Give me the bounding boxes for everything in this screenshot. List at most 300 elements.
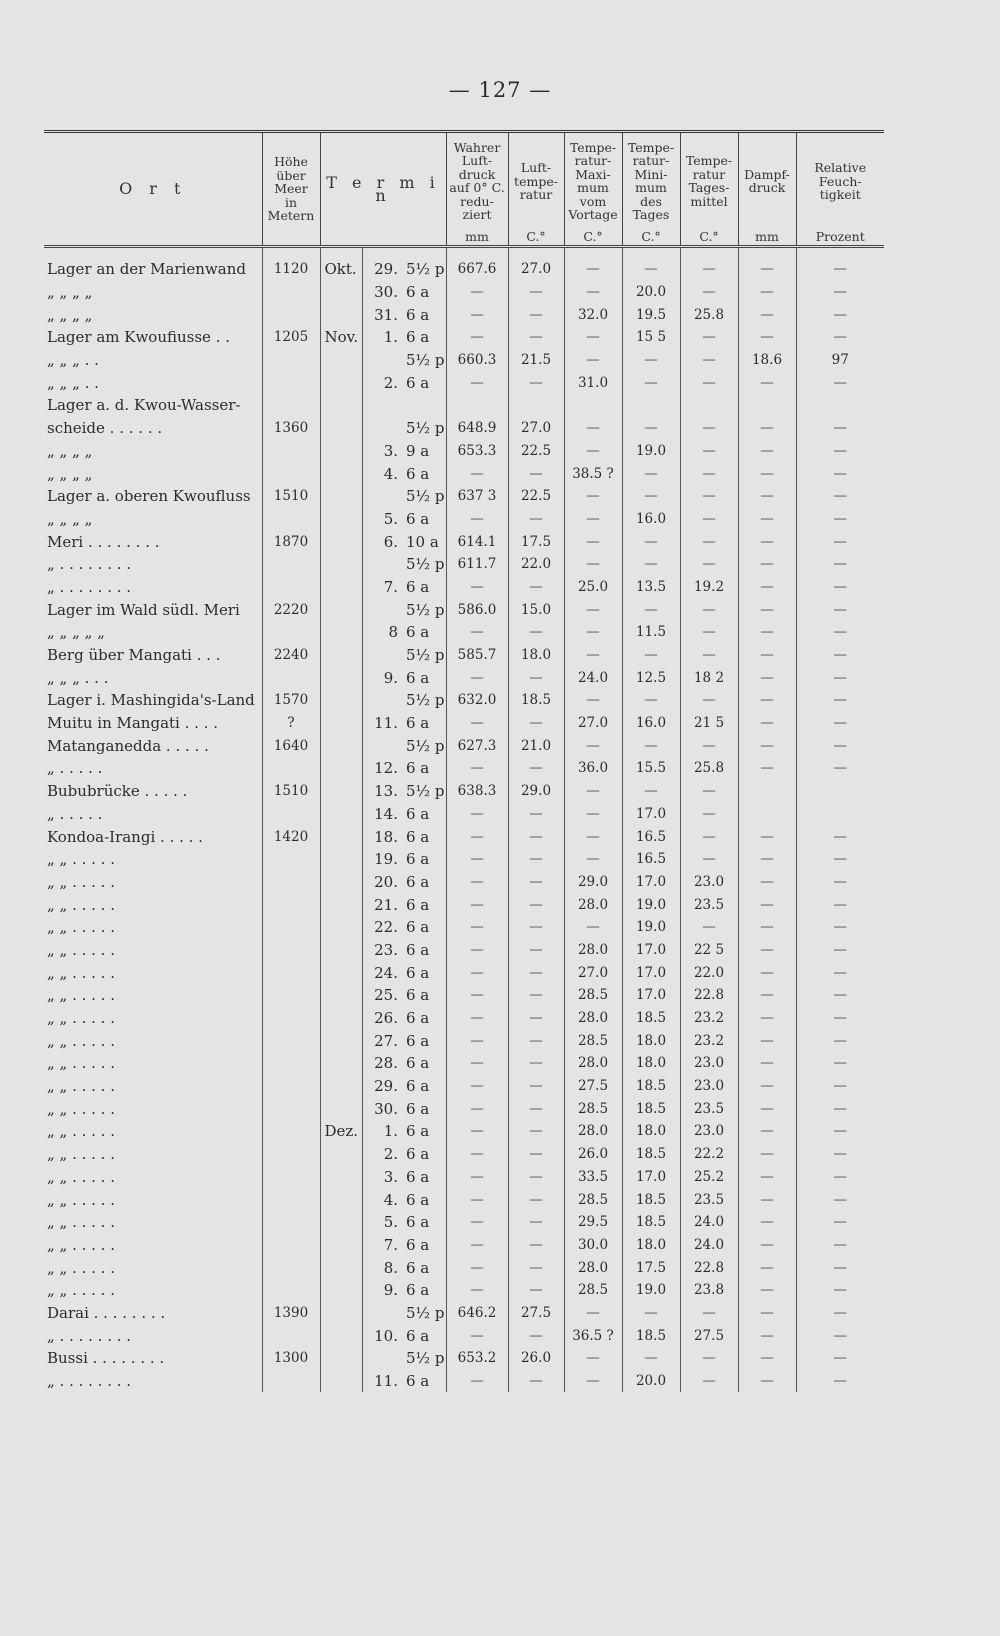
day-cell: 2.	[362, 371, 398, 394]
month-cell	[320, 1188, 362, 1211]
day-cell	[362, 644, 398, 667]
feucht-cell: —	[796, 1211, 884, 1234]
min-cell: —	[622, 689, 680, 712]
ort-cell: „ „ . . . . .	[47, 1009, 115, 1028]
lufttemp-cell: —	[508, 1120, 564, 1143]
hour-cell: 5½ p	[406, 782, 445, 801]
month-cell	[320, 281, 362, 304]
feucht-cell: —	[796, 644, 884, 667]
hour-cell: 6 a	[406, 1145, 430, 1164]
min-cell: —	[622, 349, 680, 372]
dampf-cell: —	[738, 871, 796, 894]
header-feucht	[796, 132, 884, 247]
ort-cell: Lager i. Mashingida's-Land	[47, 691, 255, 710]
hoehe-cell	[262, 1097, 320, 1120]
month-cell	[320, 621, 362, 644]
lufttemp-cell: 22.0	[508, 553, 564, 576]
feucht-cell: —	[796, 984, 884, 1007]
mittel-cell: 23.5	[680, 1097, 738, 1120]
dampf-cell: —	[738, 417, 796, 440]
table-row	[44, 939, 884, 962]
lufttemp-cell: 21.5	[508, 349, 564, 372]
hour-cell: 6 a	[406, 850, 430, 869]
feucht-cell: —	[796, 1075, 884, 1098]
lufttemp-cell: 27.0	[508, 417, 564, 440]
max-cell: 24.0	[564, 666, 622, 689]
dampf-cell: —	[738, 247, 796, 281]
hoehe-cell: 1510	[262, 780, 320, 803]
ort-cell: „ „ . . . . .	[47, 918, 115, 937]
feucht-cell: —	[796, 1052, 884, 1075]
month-cell	[320, 417, 362, 440]
hoehe-cell	[262, 939, 320, 962]
hour-cell: 6 a	[406, 759, 430, 778]
feucht-cell: —	[796, 1166, 884, 1189]
table-row	[44, 1052, 884, 1075]
mittel-cell: 23.2	[680, 1029, 738, 1052]
header-lufttemp-label	[511, 133, 562, 230]
lufttemp-cell: —	[508, 1279, 564, 1302]
dampf-cell: —	[738, 1075, 796, 1098]
dampf-cell: —	[738, 1166, 796, 1189]
day-cell: 18.	[362, 825, 398, 848]
ort-cell: „ „ . . . . .	[47, 1190, 115, 1209]
month-cell	[320, 576, 362, 599]
hoehe-cell	[262, 553, 320, 576]
header-line: des	[640, 193, 662, 209]
day-cell: 21.	[362, 893, 398, 916]
max-cell: 29.5	[564, 1211, 622, 1234]
min-cell: 15 5	[622, 326, 680, 349]
min-cell: 17.0	[622, 1166, 680, 1189]
min-cell: 19.0	[622, 893, 680, 916]
dampf-cell: —	[738, 485, 796, 508]
min-cell: 15.5	[622, 757, 680, 780]
luftdruck-cell: 586.0	[446, 598, 508, 621]
ort-cell: „ „ . . . . .	[47, 1167, 115, 1186]
mittel-cell: 23.5	[680, 893, 738, 916]
hour-cell: 6 a	[406, 827, 430, 846]
lufttemp-cell: —	[508, 1029, 564, 1052]
day-cell: 28.	[362, 1052, 398, 1075]
month-cell	[320, 1370, 362, 1393]
ort-cell: „ „ . . . . .	[47, 1235, 115, 1254]
hoehe-cell: 1205	[262, 326, 320, 349]
lufttemp-cell: —	[508, 326, 564, 349]
ort-cell: scheide . . . . . .	[47, 419, 163, 438]
luftdruck-cell: —	[446, 462, 508, 485]
header-luftdruck	[446, 132, 508, 247]
ort-cell: „ „ „ „	[47, 283, 93, 302]
ort-cell: „ „ . . . . .	[47, 940, 115, 959]
day-cell: 9.	[362, 666, 398, 689]
month-cell	[320, 757, 362, 780]
month-cell	[320, 961, 362, 984]
header-line: Tages-	[688, 180, 730, 196]
header-max-label	[567, 133, 620, 230]
header-hoehe-label	[265, 133, 318, 245]
mittel-cell: 22.8	[680, 1256, 738, 1279]
hour-cell: 6 a	[406, 1122, 430, 1141]
hoehe-cell	[262, 984, 320, 1007]
feucht-cell: —	[796, 326, 884, 349]
day-cell: 4.	[362, 1188, 398, 1211]
luftdruck-cell: —	[446, 1324, 508, 1347]
hoehe-cell	[262, 303, 320, 326]
day-cell: 10.	[362, 1324, 398, 1347]
hoehe-cell	[262, 961, 320, 984]
lufttemp-cell: —	[508, 1324, 564, 1347]
luftdruck-cell: —	[446, 1120, 508, 1143]
feucht-cell: —	[796, 530, 884, 553]
hour-cell: 6 a	[406, 283, 430, 302]
hour-cell: 6 a	[406, 373, 430, 392]
mittel-cell: 23.0	[680, 1120, 738, 1143]
luftdruck-cell: 637 3	[446, 485, 508, 508]
mittel-cell: —	[680, 825, 738, 848]
month-cell	[320, 984, 362, 1007]
hour-cell: 5½ p	[406, 487, 445, 506]
table-row	[44, 803, 884, 826]
ort-cell: Muitu in Mangati . . . .	[47, 714, 218, 733]
luftdruck-cell: —	[446, 712, 508, 735]
hoehe-cell	[262, 666, 320, 689]
hour-cell: 9 a	[406, 441, 430, 460]
header-line: ratur-	[574, 153, 612, 169]
luftdruck-cell: —	[446, 1097, 508, 1120]
feucht-cell: —	[796, 303, 884, 326]
hour-cell	[398, 394, 446, 417]
table-row	[44, 576, 884, 599]
header-max-unit: C.°	[583, 228, 603, 244]
hour-cell: 5½ p	[406, 1303, 445, 1322]
day-cell: 11.	[362, 1370, 398, 1393]
header-line: mum	[635, 180, 667, 196]
hour-cell: 6 a	[406, 963, 430, 982]
header-ort: O r t	[119, 179, 187, 199]
luftdruck-cell: —	[446, 621, 508, 644]
day-cell	[362, 734, 398, 757]
dampf-cell: —	[738, 1120, 796, 1143]
hoehe-cell	[262, 1188, 320, 1211]
table-row	[44, 530, 884, 553]
min-cell: 18.5	[622, 1188, 680, 1211]
ort-cell: „ „ . . . . .	[47, 1099, 115, 1118]
dampf-cell: —	[738, 1256, 796, 1279]
luftdruck-cell: 614.1	[446, 530, 508, 553]
feucht-cell: —	[796, 1029, 884, 1052]
ort-cell: „ „ . . . . .	[47, 872, 115, 891]
luftdruck-cell: —	[446, 939, 508, 962]
dampf-cell: —	[738, 530, 796, 553]
ort-cell: „ „ . . . . .	[47, 1122, 115, 1141]
mittel-cell: —	[680, 1347, 738, 1370]
day-cell	[362, 553, 398, 576]
month-cell	[320, 349, 362, 372]
header-mittel-label	[683, 133, 736, 230]
month-cell	[320, 303, 362, 326]
ort-cell: Berg über Mangati . . .	[47, 646, 221, 665]
weather-table-wrap	[44, 130, 884, 1392]
feucht-cell: 97	[796, 349, 884, 372]
lufttemp-cell: 17.5	[508, 530, 564, 553]
ort-cell: „ „ „ „ „	[47, 623, 105, 642]
hoehe-cell	[262, 848, 320, 871]
ort-cell: Bububrücke . . . . .	[47, 782, 188, 801]
max-cell: 28.5	[564, 1188, 622, 1211]
table-row	[44, 1007, 884, 1030]
min-cell: 11.5	[622, 621, 680, 644]
header-line: Luft-	[461, 153, 493, 169]
min-cell: 18.5	[622, 1143, 680, 1166]
luftdruck-cell: —	[446, 893, 508, 916]
max-cell	[564, 394, 622, 417]
hour-cell: 6 a	[406, 328, 430, 347]
hour-cell: 6 a	[406, 940, 430, 959]
hoehe-cell	[262, 462, 320, 485]
month-cell	[320, 825, 362, 848]
header-line: Mini-	[634, 166, 668, 182]
table-row	[44, 349, 884, 372]
luftdruck-cell: 660.3	[446, 349, 508, 372]
hoehe-cell	[262, 440, 320, 463]
hour-cell: 6 a	[406, 305, 430, 324]
luftdruck-cell: —	[446, 984, 508, 1007]
dampf-cell: —	[738, 644, 796, 667]
max-cell: 30.0	[564, 1234, 622, 1257]
day-cell: 30.	[362, 1097, 398, 1120]
header-line: Tempe-	[569, 139, 617, 155]
min-cell: 17.0	[622, 803, 680, 826]
luftdruck-cell: 611.7	[446, 553, 508, 576]
ort-cell: „ . . . . . . . .	[47, 555, 132, 574]
lufttemp-cell: —	[508, 1075, 564, 1098]
min-cell: 20.0	[622, 281, 680, 304]
min-cell: —	[622, 598, 680, 621]
table-row	[44, 281, 884, 304]
hoehe-cell	[262, 1120, 320, 1143]
feucht-cell: —	[796, 1370, 884, 1393]
month-cell	[320, 1256, 362, 1279]
lufttemp-cell: —	[508, 1007, 564, 1030]
dampf-cell	[738, 780, 796, 803]
ort-cell: Darai . . . . . . . .	[47, 1303, 166, 1322]
hoehe-cell	[262, 893, 320, 916]
luftdruck-cell: —	[446, 757, 508, 780]
feucht-cell: —	[796, 734, 884, 757]
day-cell: 11.	[362, 712, 398, 735]
table-row	[44, 1370, 884, 1393]
dampf-cell: —	[738, 576, 796, 599]
header-line: Tempe-	[685, 153, 733, 169]
day-cell: 1.	[362, 1120, 398, 1143]
luftdruck-cell: —	[446, 825, 508, 848]
hoehe-cell	[262, 621, 320, 644]
mittel-cell: 22 5	[680, 939, 738, 962]
lufttemp-cell: —	[508, 848, 564, 871]
min-cell: 17.0	[622, 961, 680, 984]
mittel-cell: —	[680, 644, 738, 667]
hour-cell: 5½ p	[406, 1349, 445, 1368]
hour-cell: 5½ p	[406, 600, 445, 619]
min-cell: —	[622, 780, 680, 803]
lufttemp-cell: —	[508, 984, 564, 1007]
day-cell	[362, 1302, 398, 1325]
min-cell: 16.5	[622, 848, 680, 871]
max-cell: —	[564, 281, 622, 304]
feucht-cell: —	[796, 825, 884, 848]
feucht-cell: —	[796, 1302, 884, 1325]
min-cell: 17.5	[622, 1256, 680, 1279]
day-cell: 5.	[362, 1211, 398, 1234]
luftdruck-cell: —	[446, 803, 508, 826]
day-cell: 2.	[362, 1143, 398, 1166]
dampf-cell: —	[738, 848, 796, 871]
lufttemp-cell: —	[508, 462, 564, 485]
min-cell: 17.0	[622, 939, 680, 962]
max-cell: —	[564, 440, 622, 463]
luftdruck-cell: —	[446, 326, 508, 349]
header-lufttemp	[508, 132, 564, 247]
header-max	[564, 132, 622, 247]
day-cell: 13.	[362, 780, 398, 803]
month-cell	[320, 1211, 362, 1234]
ort-cell: „ „ „ . . .	[47, 668, 109, 687]
table-row	[44, 553, 884, 576]
dampf-cell: —	[738, 666, 796, 689]
max-cell: —	[564, 644, 622, 667]
table-row	[44, 247, 884, 281]
hoehe-cell	[262, 1370, 320, 1393]
feucht-cell: —	[796, 689, 884, 712]
lufttemp-cell: —	[508, 1234, 564, 1257]
max-cell: 29.0	[564, 871, 622, 894]
dampf-cell: —	[738, 1279, 796, 1302]
max-cell: 28.5	[564, 1279, 622, 1302]
lufttemp-cell: —	[508, 803, 564, 826]
max-cell: —	[564, 1347, 622, 1370]
header-feucht-label	[799, 133, 883, 230]
mittel-cell: —	[680, 371, 738, 394]
min-cell: 19.5	[622, 303, 680, 326]
day-cell: 29.	[362, 247, 398, 281]
hour-cell: 6 a	[406, 1077, 430, 1096]
lufttemp-cell: —	[508, 757, 564, 780]
luftdruck-cell: —	[446, 1166, 508, 1189]
hour-cell: 5½ p	[406, 691, 445, 710]
ort-cell: Lager am Kwoufiusse . .	[47, 328, 231, 347]
feucht-cell: —	[796, 1324, 884, 1347]
feucht-cell: —	[796, 916, 884, 939]
hour-cell: 6 a	[406, 577, 430, 596]
min-cell: 20.0	[622, 1370, 680, 1393]
luftdruck-cell: 653.3	[446, 440, 508, 463]
table-row	[44, 394, 884, 417]
luftdruck-cell: —	[446, 1052, 508, 1075]
header-line: druck	[458, 166, 496, 182]
lufttemp-cell: 26.0	[508, 1347, 564, 1370]
header-luftdruck-label	[449, 133, 506, 230]
lufttemp-cell: 22.5	[508, 485, 564, 508]
mittel-cell: 22.8	[680, 984, 738, 1007]
table-row	[44, 757, 884, 780]
mittel-cell: —	[680, 689, 738, 712]
table-row	[44, 1029, 884, 1052]
feucht-cell: —	[796, 712, 884, 735]
dampf-cell: —	[738, 553, 796, 576]
feucht-cell: —	[796, 1279, 884, 1302]
table-row	[44, 417, 884, 440]
month-cell	[320, 734, 362, 757]
hour-cell: 6 a	[406, 895, 430, 914]
ort-cell: „ „ . . . . .	[47, 1281, 115, 1300]
mittel-cell: 23.0	[680, 871, 738, 894]
month-cell	[320, 508, 362, 531]
month-cell	[320, 530, 362, 553]
mittel-cell: —	[680, 349, 738, 372]
luftdruck-cell: —	[446, 371, 508, 394]
hoehe-cell	[262, 1007, 320, 1030]
table-row	[44, 326, 884, 349]
mittel-cell: —	[680, 803, 738, 826]
day-cell: 7.	[362, 576, 398, 599]
lufttemp-cell: —	[508, 281, 564, 304]
dampf-cell: —	[738, 440, 796, 463]
month-cell	[320, 1075, 362, 1098]
hoehe-cell: 1640	[262, 734, 320, 757]
ort-cell: „ „ . . . . .	[47, 1213, 115, 1232]
hour-cell: 6 a	[406, 1235, 430, 1254]
month-cell	[320, 916, 362, 939]
lufttemp-cell: 27.0	[508, 247, 564, 281]
hour-cell: 6 a	[406, 804, 430, 823]
min-cell: 13.5	[622, 576, 680, 599]
ort-cell: „ . . . . .	[47, 804, 103, 823]
day-cell: 24.	[362, 961, 398, 984]
table-row	[44, 734, 884, 757]
mittel-cell: —	[680, 440, 738, 463]
day-cell	[362, 485, 398, 508]
lufttemp-cell: —	[508, 712, 564, 735]
min-cell: —	[622, 371, 680, 394]
max-cell: 38.5 ?	[564, 462, 622, 485]
luftdruck-cell: —	[446, 666, 508, 689]
dampf-cell: —	[738, 1234, 796, 1257]
ort-cell: „ „ „ „	[47, 464, 93, 483]
ort-cell: Matanganedda . . . . .	[47, 736, 209, 755]
hoehe-cell	[262, 1052, 320, 1075]
luftdruck-cell: —	[446, 916, 508, 939]
ort-cell: „ „ „ „	[47, 509, 93, 528]
mittel-cell: 19.2	[680, 576, 738, 599]
min-cell: —	[622, 485, 680, 508]
ort-cell: Meri . . . . . . . .	[47, 532, 160, 551]
month-cell	[320, 666, 362, 689]
table-row	[44, 871, 884, 894]
feucht-cell: —	[796, 576, 884, 599]
day-cell: 26.	[362, 1007, 398, 1030]
ort-cell: „ . . . . .	[47, 759, 103, 778]
mittel-cell: —	[680, 281, 738, 304]
header-min-label	[625, 133, 678, 230]
max-cell: 28.0	[564, 1120, 622, 1143]
hoehe-cell: 1870	[262, 530, 320, 553]
mittel-cell: 21 5	[680, 712, 738, 735]
ort-cell: „ „ . . . . .	[47, 986, 115, 1005]
header-termin: T e r m i n	[320, 132, 446, 247]
mittel-cell: 23.0	[680, 1075, 738, 1098]
table-row	[44, 689, 884, 712]
